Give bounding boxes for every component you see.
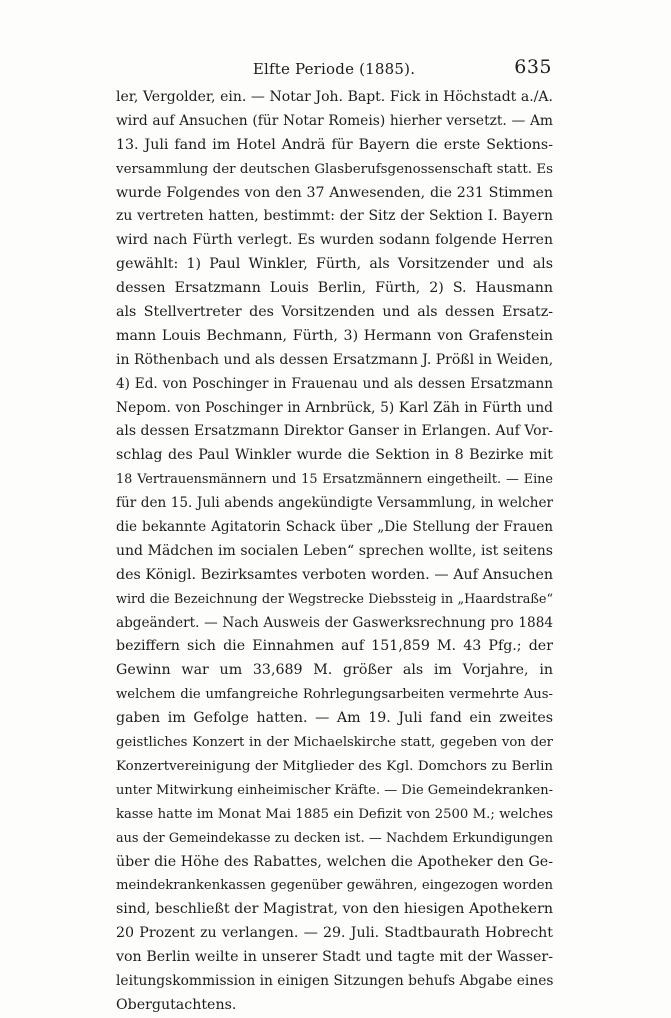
text-line: wird nach Fürth verlegt. Es wurden sodann folgende Herren	[116, 232, 553, 249]
text-line: geistliches Konzert in der Michaelskirche statt, gegeben von der	[116, 735, 553, 751]
text-line: die bekannte Agitatorin Schack über „Die Stellung der Frauen	[116, 519, 553, 536]
text-line: als dessen Ersatzmann Direktor Ganser in Erlangen. Auf Vor-	[116, 423, 553, 440]
running-head	[116, 56, 552, 84]
text-line: 18 Vertrauensmännern und 15 Ersatzmännern eingetheilt. — Eine	[116, 472, 553, 488]
text-line: 20 Prozent zu verlangen. — 29. Juli. Stadtbaurath Hobrecht	[116, 925, 553, 942]
text-line: wird auf Ansuchen (für Notar Romeis) hierher versetzt. — Am	[116, 112, 553, 129]
text-line: Gewinn war um 33,689 M. größer als im Vorjahre, in	[116, 662, 553, 679]
text-line: gewählt: 1) Paul Winkler, Fürth, als Vorsitzender und als	[116, 256, 553, 273]
text-line: sind, beschließt der Magistrat, von den hiesigen Apothekern	[116, 901, 553, 918]
text-line: unter Mitwirkung einheimischer Kräfte. — Die Gemeindekranken-	[116, 782, 553, 798]
text-line: gaben im Gefolge hatten. — Am 19. Juli fand ein zweites	[116, 710, 553, 727]
text-line: wird die Bezeichnung der Wegstrecke Diebssteig in „Haardstraße“	[116, 591, 553, 607]
text-line: versammlung der deutschen Glasberufsgenossenschaft statt. Es	[116, 161, 553, 177]
text-line: abgeändert. — Nach Ausweis der Gaswerksrechnung pro 1884	[116, 614, 553, 631]
text-line: Obergutachtens.	[116, 996, 237, 1013]
text-line: in Röthenbach und als dessen Ersatzmann J. Prößl in Weiden,	[116, 351, 553, 368]
text-line: 13. Juli fand im Hotel Andrä für Bayern die erste Sektions-	[116, 136, 553, 153]
text-line: und Mädchen im socialen Leben“ sprechen wollte, ist seitens	[116, 542, 553, 559]
text-line: aus der Gemeindekasse zu decken ist. — Nachdem Erkundigungen	[116, 830, 553, 846]
text-line: mann Louis Bechmann, Fürth, 3) Hermann von Grafenstein	[116, 327, 553, 344]
text-line: dessen Ersatzmann Louis Berlin, Fürth, 2) S. Hausmann	[116, 280, 553, 297]
text-line: Konzertvereinigung der Mitglieder des Kgl. Domchors zu Berlin	[116, 758, 553, 774]
text-line: schlag des Paul Winkler wurde die Sektion in 8 Bezirke mit	[116, 447, 553, 464]
page-number: 635	[514, 56, 552, 78]
text-line: ler, Vergolder, ein. — Notar Joh. Bapt. Fick in Höchstadt a./A.	[116, 89, 553, 105]
text-line: als Stellvertreter des Vorsitzenden und als dessen Ersatz-	[116, 304, 553, 321]
text-line: für den 15. Juli abends angekündigte Versammlung, in welcher	[116, 495, 553, 512]
text-line: von Berlin weilte in unserer Stadt und tagte mit der Wasser-	[116, 949, 553, 966]
text-line: Nepom. von Poschinger in Arnbrück, 5) Karl Zäh in Fürth und	[116, 399, 553, 416]
body-text	[116, 86, 553, 1018]
text-line: des Königl. Bezirksamtes verboten worden. — Auf Ansuchen	[116, 566, 553, 583]
text-line: leitungskommission in einigen Sitzungen behufs Abgabe eines	[116, 972, 553, 989]
text-line: beziffern sich die Einnahmen auf 151,859 M. 43 Pfg.; der	[116, 638, 553, 655]
text-line: über die Höhe des Rabattes, welchen die Apotheker den Ge-	[116, 853, 553, 870]
text-line: kasse hatte im Monat Mai 1885 ein Defizit von 2500 M.; welches	[116, 806, 553, 822]
running-title: Elfte Periode (1885).	[252, 60, 416, 78]
text-line: meindekrankenkassen gegenüber gewähren, eingezogen worden	[116, 878, 553, 894]
text-line: welchem die umfangreiche Rohrlegungsarbeiten vermehrte Aus-	[116, 687, 553, 703]
text-line: wurde Folgendes von den 37 Anwesenden, die 231 Stimmen	[116, 184, 553, 201]
text-line: zu vertreten hatten, bestimmt: der Sitz der Sektion I. Bayern	[116, 208, 553, 225]
text-line: 4) Ed. von Poschinger in Frauenau und als dessen Ersatzmann	[116, 375, 553, 392]
